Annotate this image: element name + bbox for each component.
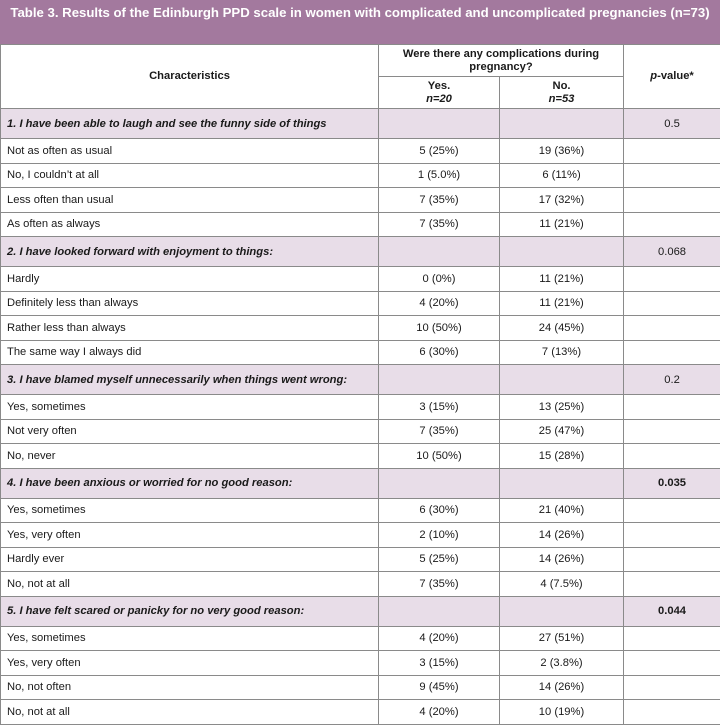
row-pvalue-empty (624, 700, 720, 725)
section-row (1, 109, 720, 139)
section-question: 5. I have felt scared or panicky for no very good reason: (1, 596, 379, 626)
row-label: Hardly ever (1, 547, 379, 572)
table-row (1, 675, 720, 700)
no-header-label: No. (552, 80, 570, 92)
section-row (1, 468, 720, 498)
yes-value: 6 (30%) (379, 340, 500, 365)
table-row (1, 212, 720, 237)
row-pvalue-empty (624, 547, 720, 572)
no-value: 17 (32%) (500, 188, 624, 213)
section-empty-yes (379, 237, 500, 267)
no-value: 21 (40%) (500, 498, 624, 523)
table-row (1, 651, 720, 676)
yes-header-label: Yes. (428, 80, 450, 92)
row-label: Rather less than always (1, 316, 379, 341)
row-label: Not very often (1, 419, 379, 444)
yes-value: 1 (5.0%) (379, 163, 500, 188)
row-label: No, not often (1, 675, 379, 700)
table-row (1, 498, 720, 523)
row-pvalue-empty (624, 572, 720, 597)
section-pvalue: 0.068 (624, 237, 720, 267)
table-row (1, 700, 720, 725)
no-value: 19 (36%) (500, 139, 624, 164)
yes-value: 4 (20%) (379, 700, 500, 725)
row-pvalue-empty (624, 626, 720, 651)
yes-value: 3 (15%) (379, 395, 500, 420)
section-empty-no (500, 237, 624, 267)
row-label: Definitely less than always (1, 291, 379, 316)
row-pvalue-empty (624, 444, 720, 469)
row-label: Yes, sometimes (1, 395, 379, 420)
row-label: Yes, very often (1, 523, 379, 548)
no-value: 7 (13%) (500, 340, 624, 365)
table-row (1, 395, 720, 420)
row-label: Yes, very often (1, 651, 379, 676)
table-row (1, 523, 720, 548)
table-row (1, 626, 720, 651)
no-value: 6 (11%) (500, 163, 624, 188)
section-question: 3. I have blamed myself unnecessarily when things went wrong: (1, 365, 379, 395)
yes-value: 10 (50%) (379, 316, 500, 341)
characteristics-header: Characteristics (1, 45, 379, 109)
pvalue-header-p: p (650, 70, 657, 82)
no-value: 10 (19%) (500, 700, 624, 725)
row-label: As often as always (1, 212, 379, 237)
yes-header (379, 77, 500, 109)
no-value: 14 (26%) (500, 675, 624, 700)
table-row (1, 444, 720, 469)
row-pvalue-empty (624, 340, 720, 365)
row-pvalue-empty (624, 163, 720, 188)
table-row (1, 340, 720, 365)
table-row (1, 547, 720, 572)
yes-value: 7 (35%) (379, 572, 500, 597)
table-row (1, 291, 720, 316)
section-question: 1. I have been able to laugh and see the funny side of things (1, 109, 379, 139)
ppd-results-table (0, 44, 720, 725)
no-value: 15 (28%) (500, 444, 624, 469)
section-pvalue: 0.5 (624, 109, 720, 139)
yes-header-n: n=20 (426, 93, 452, 105)
section-empty-no (500, 109, 624, 139)
row-pvalue-empty (624, 523, 720, 548)
section-question: 2. I have looked forward with enjoyment to things: (1, 237, 379, 267)
no-value: 24 (45%) (500, 316, 624, 341)
yes-value: 5 (25%) (379, 547, 500, 572)
no-value: 13 (25%) (500, 395, 624, 420)
section-row (1, 596, 720, 626)
section-question: 4. I have been anxious or worried for no good reason: (1, 468, 379, 498)
section-empty-yes (379, 365, 500, 395)
yes-value: 0 (0%) (379, 267, 500, 292)
row-label: No, never (1, 444, 379, 469)
row-pvalue-empty (624, 675, 720, 700)
row-label: No, not at all (1, 572, 379, 597)
table-title: Table 3. Results of the Edinburgh PPD scale in women with complicated and uncomplicated pregnancies (n=73) (0, 0, 720, 44)
no-value: 25 (47%) (500, 419, 624, 444)
yes-value: 7 (35%) (379, 419, 500, 444)
section-empty-yes (379, 468, 500, 498)
section-pvalue: 0.044 (624, 596, 720, 626)
no-value: 27 (51%) (500, 626, 624, 651)
row-pvalue-empty (624, 498, 720, 523)
yes-value: 6 (30%) (379, 498, 500, 523)
row-pvalue-empty (624, 651, 720, 676)
row-pvalue-empty (624, 419, 720, 444)
no-value: 11 (21%) (500, 291, 624, 316)
section-empty-yes (379, 596, 500, 626)
table-row (1, 163, 720, 188)
no-value: 2 (3.8%) (500, 651, 624, 676)
section-pvalue: 0.035 (624, 468, 720, 498)
table-row (1, 316, 720, 341)
section-row (1, 237, 720, 267)
row-label: No, not at all (1, 700, 379, 725)
row-pvalue-empty (624, 395, 720, 420)
table-body (1, 109, 720, 725)
row-pvalue-empty (624, 267, 720, 292)
no-value: 14 (26%) (500, 523, 624, 548)
yes-value: 7 (35%) (379, 212, 500, 237)
no-value: 11 (21%) (500, 212, 624, 237)
section-empty-no (500, 468, 624, 498)
row-pvalue-empty (624, 212, 720, 237)
row-pvalue-empty (624, 291, 720, 316)
row-pvalue-empty (624, 316, 720, 341)
row-pvalue-empty (624, 139, 720, 164)
yes-value: 5 (25%) (379, 139, 500, 164)
no-header (500, 77, 624, 109)
section-empty-no (500, 596, 624, 626)
row-label: Yes, sometimes (1, 626, 379, 651)
row-label: Hardly (1, 267, 379, 292)
no-value: 11 (21%) (500, 267, 624, 292)
row-label: Less often than usual (1, 188, 379, 213)
table-row (1, 188, 720, 213)
yes-value: 2 (10%) (379, 523, 500, 548)
yes-value: 9 (45%) (379, 675, 500, 700)
row-label: Yes, sometimes (1, 498, 379, 523)
row-label: No, I couldn’t at all (1, 163, 379, 188)
table-row (1, 572, 720, 597)
yes-value: 3 (15%) (379, 651, 500, 676)
no-value: 4 (7.5%) (500, 572, 624, 597)
no-header-n: n=53 (549, 93, 575, 105)
row-pvalue-empty (624, 188, 720, 213)
yes-value: 4 (20%) (379, 291, 500, 316)
row-label: Not as often as usual (1, 139, 379, 164)
section-empty-yes (379, 109, 500, 139)
complications-header: Were there any complications during pregnancy? (379, 45, 624, 77)
no-value: 14 (26%) (500, 547, 624, 572)
row-label: The same way I always did (1, 340, 379, 365)
pvalue-header (624, 45, 720, 109)
yes-value: 10 (50%) (379, 444, 500, 469)
table-row (1, 139, 720, 164)
yes-value: 7 (35%) (379, 188, 500, 213)
section-row (1, 365, 720, 395)
table-row (1, 267, 720, 292)
section-empty-no (500, 365, 624, 395)
yes-value: 4 (20%) (379, 626, 500, 651)
pvalue-header-rest: -value* (657, 70, 694, 82)
table-row (1, 419, 720, 444)
section-pvalue: 0.2 (624, 365, 720, 395)
